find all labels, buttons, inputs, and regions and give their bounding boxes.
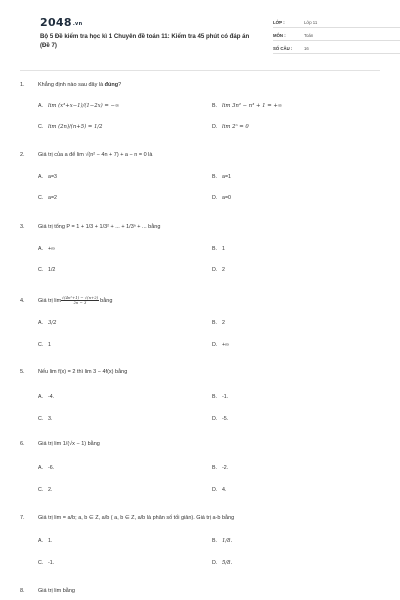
question-stem: 1. Khẳng định nào sau đây là đúng?: [20, 82, 122, 88]
meta-row-class: [273, 17, 400, 28]
question-stem: 2. Giá trị của a để lim √(n² − 4n + 7) + a − n = 0 là: [20, 152, 153, 158]
question-stem: 6. Giá trị lim 1/(√x − 1) bằng: [20, 441, 100, 447]
exam-meta: [273, 17, 400, 56]
option-d[interactable]: D. 4.: [212, 487, 227, 493]
option-d[interactable]: D. -5.: [212, 416, 229, 422]
question-stem: 5. Nếu lim f(x) = 2 thì lim 3 − 4f(x) bằng: [20, 369, 128, 375]
question-stem: 8. Giá trị lim bằng: [20, 588, 75, 594]
option-d[interactable]: D. +∞: [212, 342, 229, 348]
option-d[interactable]: D. lim 2ⁿ = 0: [212, 124, 249, 130]
option-b[interactable]: B. lim 3n² − n³ + 1 = +∞: [212, 103, 283, 109]
option-b[interactable]: B. -1.: [212, 394, 229, 400]
option-c[interactable]: C. 3.: [38, 416, 53, 422]
option-c[interactable]: C. 2.: [38, 487, 53, 493]
option-a[interactable]: A. +∞: [38, 246, 55, 252]
meta-row-count: [273, 43, 400, 54]
option-c[interactable]: C. a=2: [38, 195, 57, 201]
question-stem: 7. Giá trị lim = a/b; a, b ∈ Z, a/b ( a, b ∈ Z, a/b là phân số tối giản). Giá trị a-b bằng: [20, 515, 235, 521]
question-number: 1.: [20, 82, 25, 88]
option-b[interactable]: B. 1/8.: [212, 538, 233, 544]
question-stem: 3. Giá trị tổng P = 1 + 1/3 + 1/3² + ... + 1/3ⁿ + ... bằng: [20, 224, 161, 230]
option-d[interactable]: D. 2: [212, 267, 225, 273]
option-a[interactable]: A. 3/2: [38, 320, 57, 326]
header-divider: [20, 70, 380, 71]
option-b[interactable]: B. -2.: [212, 465, 229, 471]
meta-value: Toán: [304, 32, 314, 38]
option-c[interactable]: C. lim (2n)/(n+5) = 1/2: [38, 124, 103, 130]
meta-key: LỚP :: [273, 19, 285, 25]
document-header: [20, 0, 380, 66]
option-a[interactable]: A. lim (x³+x−1)/(1−2x) = −∞: [38, 103, 120, 109]
meta-key: SỐ CÂU :: [273, 45, 293, 51]
question-stem: 4. Giá trị lim $\frac{\text{√(4n²+1) − √(n+2)}}{2n - 3}$ bằng: [20, 295, 113, 305]
option-a[interactable]: A. a=3: [38, 174, 57, 180]
option-b[interactable]: B. 1: [212, 246, 225, 252]
site-logo[interactable]: 2048.vn: [40, 16, 83, 29]
option-b[interactable]: B. 2: [212, 320, 225, 326]
option-c[interactable]: C. -1.: [38, 560, 55, 566]
meta-value: Lớp 11: [304, 19, 318, 25]
option-d[interactable]: D. 5/8.: [212, 560, 233, 566]
limit-fraction: $\frac{\text{√(4n²+1) − √(n+2)}}{2n - 3}$: [61, 295, 99, 305]
exam-title: Bộ 5 Đề kiểm tra học kì 1 Chuyên đề toán 11: Kiểm tra 45 phút có đáp án (Đề 7): [40, 33, 250, 49]
meta-key: MÔN :: [273, 32, 286, 38]
option-a[interactable]: A. 1.: [38, 538, 53, 544]
option-c[interactable]: C. 1: [38, 342, 51, 348]
option-a[interactable]: A. -6.: [38, 465, 55, 471]
meta-row-subject: [273, 30, 400, 41]
option-c[interactable]: C. 1/2: [38, 267, 56, 273]
option-a[interactable]: A. -4.: [38, 394, 55, 400]
option-d[interactable]: D. a=0: [212, 195, 231, 201]
meta-value: 16: [304, 45, 309, 51]
option-b[interactable]: B. a=1: [212, 174, 231, 180]
